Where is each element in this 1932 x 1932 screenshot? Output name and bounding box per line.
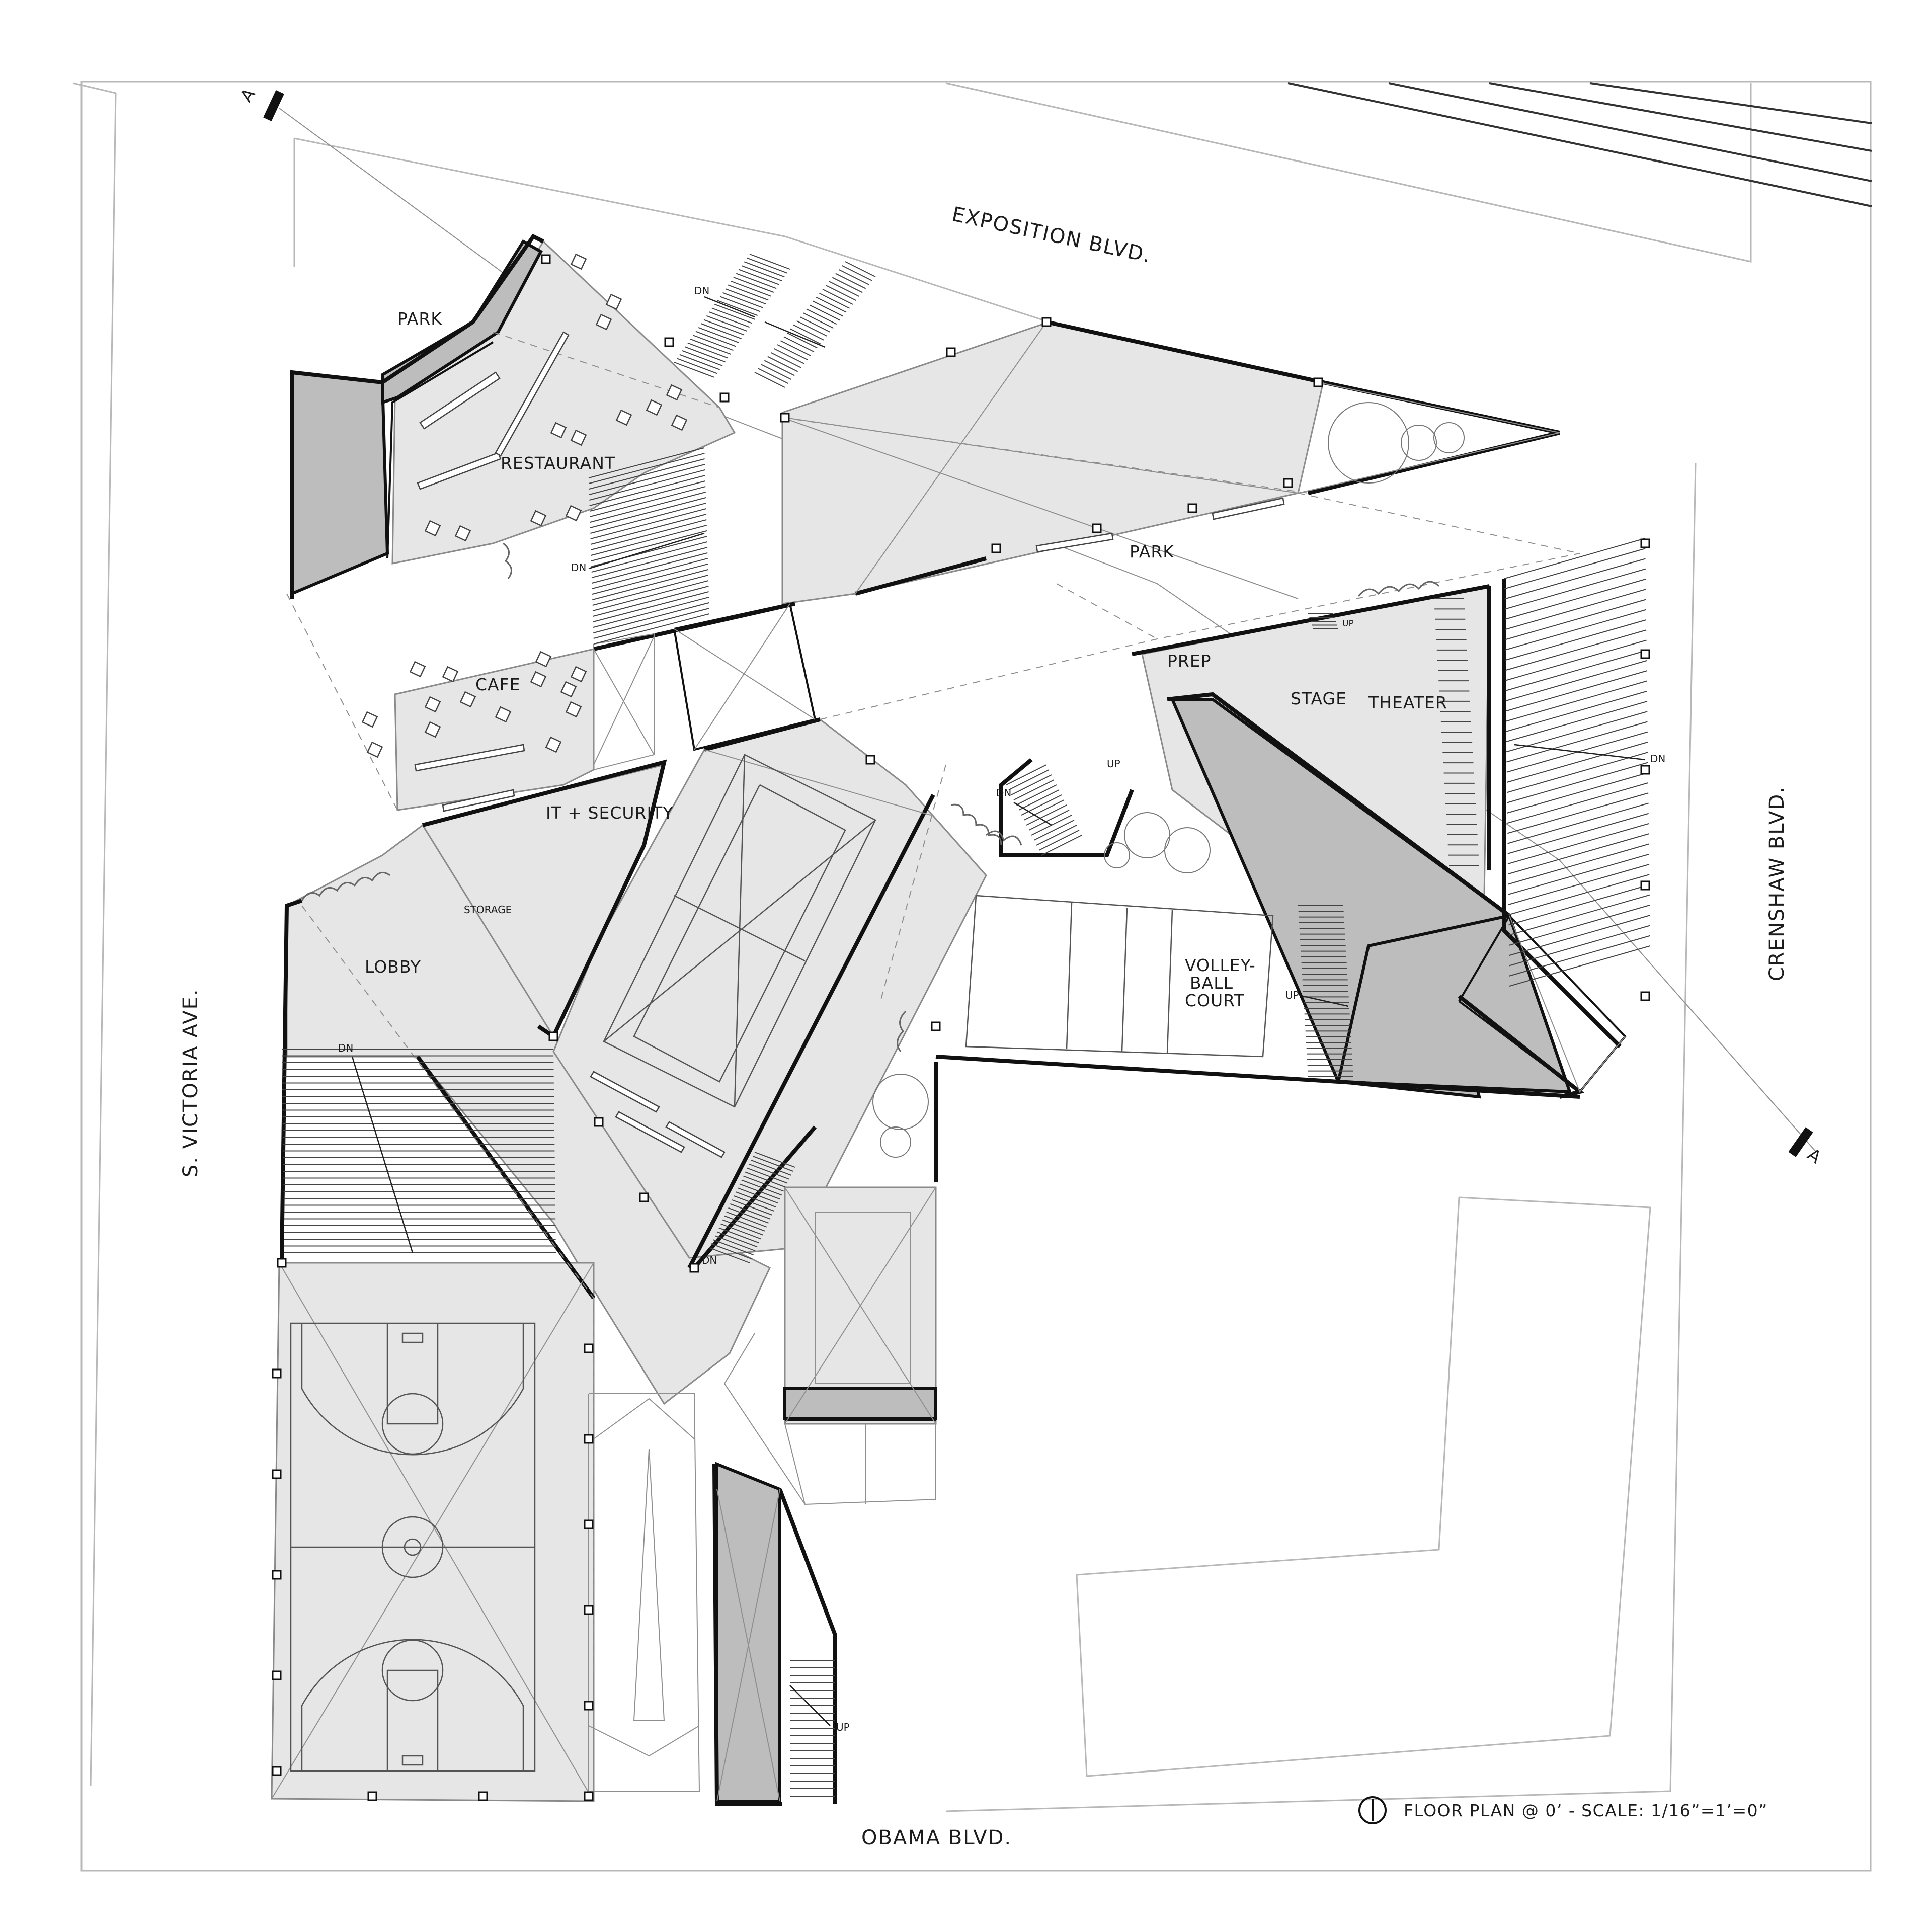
column-marker	[585, 1702, 593, 1710]
column-marker	[1314, 378, 1322, 386]
east-bleacher-step	[1509, 926, 1650, 966]
dash-8	[1057, 584, 1157, 639]
stair-label-dn-4: DN	[996, 787, 1012, 799]
tree-1	[1328, 403, 1409, 483]
core-stair-step	[1041, 835, 1082, 855]
center-bleacher-step	[593, 581, 708, 611]
east-bleacher-step	[1505, 630, 1646, 670]
elev-x-3	[674, 629, 815, 719]
column-marker	[781, 414, 789, 422]
column-marker	[585, 1344, 593, 1352]
center-bleacher-step	[592, 553, 707, 583]
core-stair-step	[1021, 795, 1062, 815]
core-stair-step	[1034, 820, 1074, 840]
east-bleacher-step	[1509, 946, 1650, 986]
column-marker	[585, 1606, 593, 1614]
east-bleacher-step	[1504, 538, 1645, 579]
south-dark-block	[717, 1464, 780, 1801]
se-block	[785, 1424, 936, 1504]
east-bleacher-step	[1509, 895, 1650, 935]
column-marker	[1188, 504, 1196, 512]
label-volleyball-2: BALL	[1190, 973, 1233, 993]
street-south: OBAMA BLVD.	[861, 1826, 1012, 1849]
section-marker-nw-label: A	[236, 85, 260, 106]
east-bleacher-step	[1508, 824, 1649, 864]
east-bleacher-step	[1509, 885, 1650, 925]
label-lobby: LOBBY	[365, 957, 421, 977]
south-diag-2	[589, 1726, 699, 1756]
stair-label-up-4: UP	[836, 1721, 850, 1733]
column-marker	[585, 1435, 593, 1443]
center-bleacher-step	[592, 542, 707, 572]
restaurant-floor	[392, 242, 735, 564]
stair-label-dn-3: DN	[1650, 753, 1666, 765]
label-volleyball-1: VOLLEY-	[1185, 955, 1256, 975]
east-bleacher-step	[1507, 722, 1648, 762]
east-bleacher-step	[1506, 671, 1647, 711]
label-restaurant: RESTAURANT	[501, 453, 616, 473]
street-west: S. VICTORIA AVE.	[179, 988, 202, 1177]
east-bleacher-step	[1507, 773, 1648, 813]
street-east: CRENSHAW BLVD.	[1765, 785, 1789, 981]
column-marker	[585, 1792, 593, 1800]
east-bleacher-step	[1505, 610, 1646, 650]
core-stair-step	[1019, 790, 1059, 810]
center-bleacher-step	[593, 597, 709, 627]
east-bleacher-step	[1507, 783, 1648, 823]
center-bleacher-step	[593, 575, 708, 605]
stair-label-dn-6: DN	[702, 1254, 717, 1266]
east-bleacher-step	[1506, 640, 1647, 681]
column-marker	[549, 1032, 557, 1040]
column-marker	[273, 1571, 281, 1579]
center-bleacher-step	[591, 531, 707, 561]
south-diag-3	[594, 1399, 694, 1439]
column-marker	[1093, 524, 1101, 532]
table-cluster	[571, 254, 586, 269]
east-bleacher-step	[1508, 854, 1649, 895]
column-marker	[273, 1671, 281, 1679]
cafe-floor	[395, 649, 594, 810]
column-marker	[595, 1118, 603, 1126]
east-bleacher-step	[1505, 620, 1646, 660]
stair-label-up-3: UP	[1285, 989, 1299, 1001]
dash-1	[287, 594, 397, 810]
plan-caption	[1359, 1797, 1768, 1823]
center-bleacher-step	[592, 564, 708, 594]
east-bleacher-step	[1508, 803, 1649, 844]
south-diag-1	[589, 1394, 699, 1791]
column-marker	[273, 1470, 281, 1478]
south-diag-4	[634, 1449, 664, 1721]
east-bleacher-step	[1506, 651, 1647, 691]
table-cluster	[367, 742, 382, 757]
arrow-4	[1514, 745, 1645, 760]
column-marker	[278, 1259, 286, 1267]
east-bleacher-step	[1505, 569, 1646, 609]
tree-7	[873, 1074, 928, 1130]
shrub-4	[986, 831, 1021, 845]
west-street-edge-inner	[73, 83, 116, 93]
shrub-2	[951, 804, 1001, 845]
core-stair-step	[1024, 800, 1064, 820]
arrow-5	[352, 1057, 413, 1253]
caption-text: FLOOR PLAN @ 0’ - SCALE: 1/16”=1’=0”	[1404, 1801, 1768, 1820]
east-bleacher-step	[1506, 701, 1647, 742]
center-bleacher-step	[592, 558, 708, 589]
column-marker	[1042, 318, 1051, 326]
east-bleacher-step	[1506, 661, 1647, 701]
south-stair-wall	[780, 1489, 835, 1804]
park-east-wedge	[1298, 382, 1560, 493]
column-marker	[932, 1022, 940, 1030]
site-boundary-north	[294, 138, 1049, 322]
label-storage: STORAGE	[464, 904, 512, 916]
east-bleacher-step	[1505, 589, 1646, 629]
east-bleacher-step	[1508, 874, 1649, 915]
table-cluster	[410, 662, 425, 676]
stair-label-up-1: UP	[1342, 619, 1354, 629]
center-bleacher-step	[591, 520, 706, 550]
column-marker	[1641, 539, 1649, 547]
rail-line-2	[1389, 83, 1872, 181]
tree-5	[1165, 828, 1210, 873]
column-marker	[273, 1767, 281, 1775]
east-bleacher-step	[1507, 793, 1648, 833]
center-bleacher-step	[591, 514, 706, 544]
column-marker	[1641, 650, 1649, 658]
east-bleacher-step	[1508, 814, 1649, 854]
east-bleacher-step	[1509, 915, 1650, 955]
label-prep: PREP	[1167, 651, 1212, 671]
east-bleacher-step	[1505, 600, 1646, 640]
label-it-security: IT + SECURITY	[546, 803, 674, 823]
nw-dark-wall-block	[292, 372, 387, 594]
west-street-edge	[91, 93, 116, 1786]
label-cafe: CAFE	[475, 675, 521, 694]
column-marker	[720, 393, 729, 401]
shrub-5	[503, 543, 511, 579]
section-marker-nw-bar	[263, 90, 284, 121]
column-marker	[542, 255, 550, 263]
stair-core-wall	[1001, 760, 1132, 855]
section-marker-se-label: A	[1803, 1144, 1825, 1168]
column-marker	[273, 1370, 281, 1378]
label-theater: THEATER	[1369, 693, 1447, 712]
column-marker	[690, 1264, 698, 1272]
stair-label-dn-1: DN	[694, 285, 710, 297]
east-bleacher-step	[1507, 742, 1648, 782]
tree-3	[1434, 423, 1464, 453]
east-bleacher-step	[1506, 691, 1647, 732]
column-marker	[1641, 881, 1649, 890]
column-marker	[1284, 479, 1292, 487]
column-marker	[1641, 766, 1649, 774]
column-marker	[479, 1792, 487, 1800]
east-bleacher-step	[1508, 864, 1649, 905]
column-marker	[368, 1792, 376, 1800]
core-stair-step	[1039, 830, 1079, 850]
label-park-center: PARK	[1130, 542, 1174, 561]
column-marker	[640, 1193, 648, 1201]
table-cluster	[443, 667, 457, 681]
center-bleacher-step	[593, 586, 708, 616]
east-bleacher-step	[1505, 579, 1646, 619]
core-stair-step	[1011, 775, 1052, 795]
east-bleacher-step	[1507, 763, 1648, 803]
dash-4	[1298, 493, 1580, 553]
street-north: EXPOSITION BLVD.	[949, 202, 1154, 268]
stair-label-dn-2: DN	[571, 561, 587, 574]
volleyball-line-3	[1167, 910, 1172, 1054]
elev-x-1	[594, 649, 654, 755]
east-parcel	[1077, 1197, 1650, 1776]
volleyball-line-1	[1067, 903, 1072, 1049]
label-park-nw: PARK	[397, 309, 442, 329]
core-stair-step	[1029, 810, 1069, 830]
rail-line-3	[1489, 83, 1872, 151]
stair-label-up-2: UP	[1107, 758, 1120, 770]
table-cluster	[362, 712, 377, 727]
core-stair-step	[1014, 780, 1054, 800]
label-volleyball-3: COURT	[1185, 991, 1245, 1010]
east-bleacher-step	[1507, 752, 1648, 792]
east-bleacher-step	[1506, 681, 1647, 721]
shrub-3	[1358, 582, 1439, 596]
core-stair-step	[1016, 785, 1057, 805]
label-stage: STAGE	[1291, 689, 1347, 708]
column-marker	[585, 1520, 593, 1528]
center-bleacher-step	[593, 592, 709, 622]
volleyball-line-2	[1122, 908, 1127, 1052]
tree-8	[880, 1127, 911, 1157]
column-marker	[665, 338, 673, 346]
east-bleacher-step	[1508, 844, 1649, 884]
elev-x-2	[594, 636, 654, 765]
column-marker	[992, 544, 1000, 552]
center-bleacher-step	[591, 509, 706, 539]
elev-x-4	[694, 604, 790, 750]
side-hall-dark-band	[785, 1389, 936, 1419]
core-stair-step	[1036, 825, 1077, 845]
rail-line-1	[1288, 83, 1872, 206]
stair-label-dn-5: DN	[338, 1042, 354, 1054]
center-bleacher-step	[590, 498, 706, 528]
column-marker	[866, 756, 874, 764]
column-marker	[1641, 992, 1649, 1000]
rail-line-4	[1590, 83, 1872, 123]
center-bleacher-step	[590, 503, 706, 533]
center-bleacher-step	[592, 570, 708, 600]
tree-2	[1401, 425, 1436, 460]
center-bleacher-step	[591, 525, 707, 555]
column-marker	[947, 348, 955, 356]
tree-4	[1124, 813, 1170, 858]
